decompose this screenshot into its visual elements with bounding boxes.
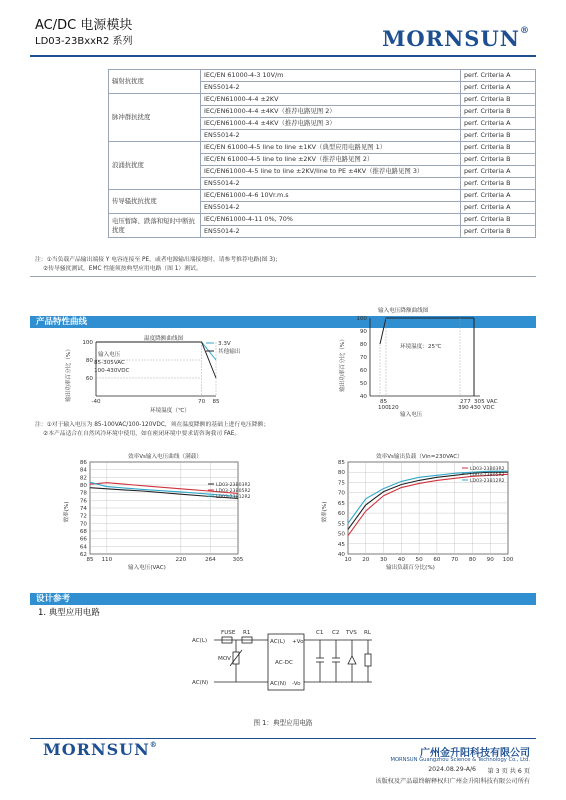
page-title: AC/DC 电源模块 — [35, 18, 133, 33]
x-axis-label: 输出负载百分比(%) — [386, 565, 435, 571]
emc-standard: EN55014-2 — [201, 82, 461, 94]
derating-notes — [35, 421, 269, 439]
emc-standard: IEC/EN61000-4-4 ±4KV（推荐电路见图 3） — [201, 118, 461, 130]
input-note-line-2: 85-305VAC — [94, 360, 125, 366]
x-tick-label: 120 — [388, 405, 399, 411]
y-tick-label: 75 — [337, 480, 345, 487]
x-axis-label: 环境温度（℃） — [150, 408, 190, 414]
label-acl-pin: AC(L) — [270, 639, 286, 645]
y-tick-label: 100 — [356, 316, 367, 322]
y-tick-label: 80 — [85, 358, 93, 364]
section-title: 产品特性曲线 — [36, 317, 88, 327]
section-title: 设计参考 — [36, 594, 71, 604]
efficiency-vs-load-chart — [316, 450, 526, 572]
brand-text: MORNSUN — [382, 26, 520, 51]
emc-note-1: 注：①当负载产品输出端接 Y 电容连接至 PE，或者电源输出端接地时，请参考推荐电路(图 3)； — [35, 257, 281, 263]
brand-logo — [382, 26, 530, 51]
y-tick-label: 50 — [337, 531, 345, 538]
legend-item: LD03-23B05R2 — [216, 489, 251, 494]
y-tick-label: 82 — [79, 475, 87, 482]
ambient-note: 环境温度：25℃ — [400, 344, 442, 350]
table-row — [109, 70, 536, 82]
x-tick-label: 220 — [175, 557, 187, 563]
label-c1: C1 — [316, 630, 324, 636]
emc-criteria: perf. Criteria B — [461, 94, 536, 106]
label-r1: R1 — [243, 630, 251, 636]
x-tick-label: 430 VDC — [470, 405, 495, 411]
typical-application-circuit — [192, 622, 382, 714]
x-axis-label: 输入电压 — [400, 412, 423, 418]
x-tick-label: 85 — [86, 557, 94, 563]
emc-standard: IEC/EN 61000-4-3 10V/m — [201, 70, 461, 82]
legend-3v3: 3.3V — [218, 341, 231, 347]
chart-title: 效率Vs输出负载（Vin=230VAC） — [376, 454, 463, 460]
y-tick-label: 80 — [359, 342, 367, 348]
y-tick-label: 80 — [337, 470, 345, 477]
x-tick-label: 390 — [458, 405, 469, 411]
input-note-line-1: 输入电压 — [98, 352, 121, 358]
emc-standard: IEC/EN61000-4-11 0%, 70% — [201, 214, 461, 226]
emc-standard: IEC/EN61000-4-4 ±2KV — [201, 94, 461, 106]
header-divider — [30, 55, 536, 57]
emc-criteria: perf. Criteria A — [461, 190, 536, 202]
label-mov: MOV — [218, 656, 231, 662]
x-tick-label: 85 — [380, 399, 388, 405]
brand-registered-mark: ® — [520, 26, 530, 36]
label-rl: RL — [364, 630, 372, 636]
y-tick-label: 64 — [79, 544, 87, 551]
tvs-symbol — [348, 656, 356, 664]
y-tick-label: 100 — [82, 340, 93, 346]
chart-title: 效率Vs输入电压曲线（满载） — [128, 454, 202, 460]
legend-item: LD03-23B12R2 — [470, 479, 505, 484]
y-tick-label: 65 — [337, 500, 345, 507]
y-tick-label: 72 — [79, 513, 87, 520]
emc-standard: IEC/EN 61000-4-5 line to line ±2KV（推荐电路见图 2） — [201, 154, 461, 166]
series-subtitle: LD03-23BxxR2 系列 — [35, 36, 133, 47]
x-tick-label: 10 — [344, 557, 352, 563]
y-axis-label: 输出功率百分比（%） — [66, 346, 72, 402]
y-tick-label: 60 — [337, 511, 345, 518]
y-tick-label: 68 — [79, 529, 87, 535]
footer-divider — [30, 738, 536, 739]
y-tick-label: 66 — [79, 536, 87, 543]
x-tick-label: 90 — [486, 557, 494, 563]
emc-category: 电压暂降、跌落和短时中断抗扰度 — [109, 214, 201, 238]
emc-criteria: perf. Criteria A — [461, 82, 536, 94]
emc-criteria: perf. Criteria B — [461, 154, 536, 166]
y-axis-label: 效率(%) — [64, 501, 70, 523]
x-tick-label: 30 — [379, 557, 388, 563]
label-fuse: FUSE — [221, 630, 236, 636]
y-axis-label: 效率(%) — [322, 501, 328, 523]
label-vo-minus: -Vo — [292, 681, 301, 687]
y-tick-label: 60 — [85, 376, 93, 382]
y-tick-label: 70 — [337, 490, 345, 497]
x-tick-label: 50 — [415, 557, 423, 563]
emc-criteria: perf. Criteria B — [461, 106, 536, 118]
legend-other: 其他输出 — [218, 349, 241, 355]
x-tick-label: 100 — [502, 557, 514, 563]
x-axis-label: 输入电压(VAC) — [128, 565, 166, 571]
emc-category: 传导骚扰抗扰度 — [109, 190, 201, 214]
chart-title: 温度降额曲线图 — [144, 336, 184, 342]
y-tick-label: 76 — [79, 498, 87, 505]
y-tick-label: 60 — [359, 368, 367, 374]
x-tick-label: 305 — [232, 557, 244, 563]
emc-category: 脉冲群抗扰度 — [109, 94, 201, 142]
legend-item: LD03-23B12R2 — [216, 495, 251, 500]
footer-company-en: MORNSUN Guangzhou Science & Technology Co., Ltd. — [390, 757, 530, 763]
emc-criteria: perf. Criteria B — [461, 226, 536, 238]
circuit-heading: 1. 典型应用电路 — [38, 608, 100, 618]
y-tick-label: 85 — [337, 460, 345, 466]
emc-criteria: perf. Criteria A — [461, 166, 536, 178]
chart-title: 输入电压降额曲线图 — [378, 308, 429, 314]
footer-brand-text: MORNSUN — [43, 740, 150, 759]
section-divider — [30, 276, 536, 277]
emc-criteria: perf. Criteria A — [461, 70, 536, 82]
table-row — [109, 190, 536, 202]
y-tick-label: 90 — [359, 329, 367, 335]
x-tick-label: 305 VAC — [474, 399, 498, 405]
emc-category: 辐射抗扰度 — [109, 70, 201, 94]
emc-standard: EN55014-2 — [201, 226, 461, 238]
y-axis-label: 输出功率百分比（%） — [340, 336, 346, 392]
y-tick-label: 78 — [79, 490, 87, 497]
y-tick-label: 50 — [359, 381, 367, 387]
emc-standard: EN55014-2 — [201, 202, 461, 214]
emc-standard: IEC/EN61000-4-4 ±4KV（推荐电路见图 2） — [201, 106, 461, 118]
emc-criteria: perf. Criteria B — [461, 214, 536, 226]
legend-item: LD03-23B03R2 — [216, 483, 251, 488]
table-row — [109, 94, 536, 106]
emc-criteria: perf. Criteria B — [461, 130, 536, 142]
emc-criteria: perf. Criteria B — [461, 142, 536, 154]
emc-note-2: ②传导骚扰测试，EMC 性能须按典型应用电路（图 1）测试。 — [43, 266, 202, 272]
circuit-caption: 图 1：典型应用电路 — [253, 719, 313, 727]
y-tick-label: 40 — [359, 394, 367, 400]
input-voltage-derating-chart — [332, 304, 522, 420]
label-module: AC-DC — [275, 660, 293, 666]
y-tick-label: 45 — [337, 541, 345, 548]
x-tick-label: 20 — [362, 557, 370, 563]
footer-page-number: 第 3 页 共 6 页 — [487, 768, 530, 775]
emc-table — [108, 69, 536, 238]
label-tvs: TVS — [346, 630, 357, 636]
emc-criteria: perf. Criteria A — [461, 202, 536, 214]
derating-note-2: ②本产品适合在自然风冷环境中使用，如在密闭环境中要求请咨询我司 FAE。 — [43, 431, 241, 437]
emc-standard: IEC/EN61000-4-5 line to line ±2KV/line to PE ±4KV（推荐电路见图 3） — [201, 166, 461, 178]
legend-item: LD03-23B03R2 — [470, 467, 505, 472]
label-vo-plus: +Vo — [292, 639, 304, 645]
footer-company: 广州金升阳科技有限公司 — [420, 748, 530, 759]
emc-criteria: perf. Criteria A — [461, 118, 536, 130]
y-tick-label: 40 — [337, 552, 345, 558]
y-tick-label: 62 — [79, 552, 87, 558]
x-tick-label: 264 — [205, 557, 216, 563]
x-tick-label: 40 — [397, 557, 405, 563]
footer-brand-mark: ® — [149, 740, 158, 749]
y-tick-label: 74 — [79, 506, 87, 512]
x-tick-label: 85 — [212, 399, 220, 405]
y-tick-label: 55 — [337, 521, 345, 528]
emc-notes — [35, 256, 281, 274]
label-acn-pin: AC(N) — [270, 681, 287, 687]
x-tick-label: 70 — [198, 399, 206, 405]
emc-standard: EN55014-2 — [201, 130, 461, 142]
mov-slash — [230, 650, 242, 666]
temperature-derating-chart — [58, 332, 268, 416]
y-tick-label: 86 — [79, 460, 87, 466]
x-tick-label: -40 — [91, 399, 101, 405]
x-tick-label: 80 — [468, 557, 477, 563]
rl-symbol — [365, 654, 371, 666]
section-header-design — [30, 593, 536, 605]
legend-item: LD03-23B05R2 — [470, 473, 505, 478]
footer-brand-logo — [43, 740, 158, 759]
input-note-line-3: 100-430VDC — [94, 368, 130, 374]
label-acl: AC(L) — [192, 638, 208, 644]
y-tick-label: 80 — [79, 483, 87, 489]
efficiency-vs-input-chart — [58, 450, 258, 572]
emc-criteria: perf. Criteria B — [461, 178, 536, 190]
x-tick-label: 110 — [101, 557, 113, 563]
x-tick-label: 100 — [378, 405, 389, 411]
emc-standard: IEC/EN 61000-4-5 line to line ±1KV（典型应用电路见图 1） — [201, 142, 461, 154]
table-row — [109, 214, 536, 226]
footer-date: 2024.08.29-A/6 — [428, 766, 476, 773]
y-tick-label: 70 — [359, 355, 367, 361]
x-tick-label: 277 — [460, 399, 471, 405]
emc-category: 浪涌抗扰度 — [109, 142, 201, 190]
emc-standard: EN55014-2 — [201, 178, 461, 190]
derating-note-1: 注：①对于输入电压为 85-100VAC/100-120VDC，须在温度降额的基础上进行电压降额； — [35, 422, 270, 428]
x-tick-label: 70 — [451, 557, 459, 563]
x-tick-label: 60 — [433, 557, 441, 563]
label-c2: C2 — [332, 630, 340, 636]
footer-copyright: 该版权及产品最终解释权归广州金升阳科技有限公司所有 — [375, 778, 530, 785]
label-acn: AC(N) — [192, 680, 209, 686]
y-tick-label: 84 — [79, 467, 87, 474]
emc-standard: IEC/EN61000-4-6 10Vr.m.s — [201, 190, 461, 202]
table-row — [109, 142, 536, 154]
y-tick-label: 70 — [79, 521, 87, 528]
